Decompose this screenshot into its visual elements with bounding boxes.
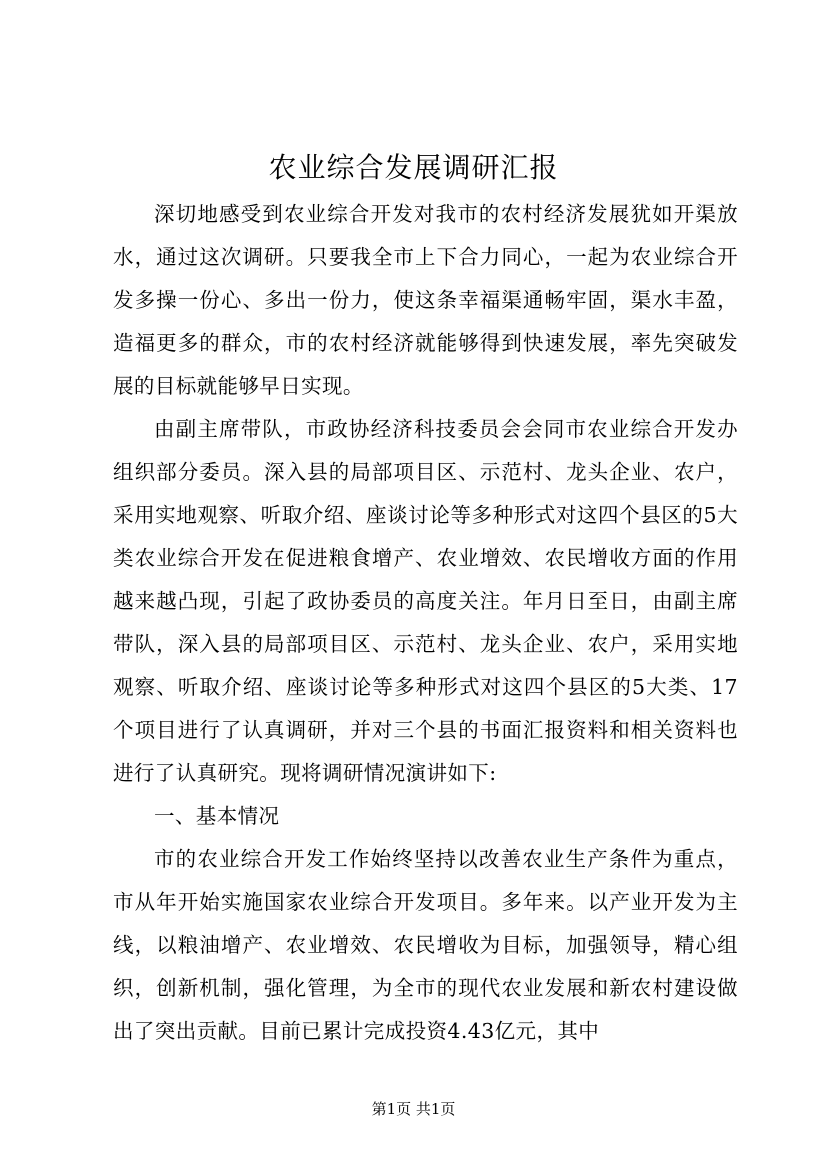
document-title: 农业综合发展调研汇报 — [268, 151, 559, 184]
paragraph-intro: 深切地感受到农业综合开发对我市的农村经济发展犹如开渠放水，通过这次调研。只要我全市上下合力同心，一起为农业综合开发多操一份心、多出一份力，使这条幸福渠通畅牢固，渠水丰盈，造福更多的群众，市的农村经济就能够得到快速发展，率先突破发展的目标就能够早日实现。 — [113, 202, 738, 398]
section-heading-basic-situation: 一、基本情况 — [154, 804, 280, 828]
page-number-footer: 第1页 共1页 — [371, 1100, 456, 1118]
paragraph-investigation: 由副主席带队，市政协经济科技委员会会同市农业综合开发办组织部分委员。深入县的局部项目区、示范村、龙头企业、农户，采用实地观察、听取介绍、座谈讨论等多种形式对这四个县区的5大类农业综合开发在促进粮食增产、农业增效、农民增收方面的作用越来越凸现，引起了政协委员的高度关注。年月日至日，由副主席带队，深入县的局部项目区、示范村、龙头企业、农户，采用实地观察、听取介绍、座谈讨论等多种形式对这四个县区的5大类、17个项目进行了认真调研，并对三个县的书面汇报资料和相关资料也进行了认真研究。现将调研情况演讲如下: — [113, 417, 738, 785]
paragraph-basic-situation: 市的农业综合开发工作始终坚持以改善农业生产条件为重点，市从年开始实施国家农业综合开发项目。多年来。以产业开发为主线，以粮油增产、农业增效、农民增收为目标，加强领导，精心组织，创新机制，强化管理，为全市的现代农业发展和新农村建设做出了突出贡献。目前已累计完成投资4.43亿元，其中 — [113, 847, 738, 1043]
document-body — [113, 193, 738, 1053]
